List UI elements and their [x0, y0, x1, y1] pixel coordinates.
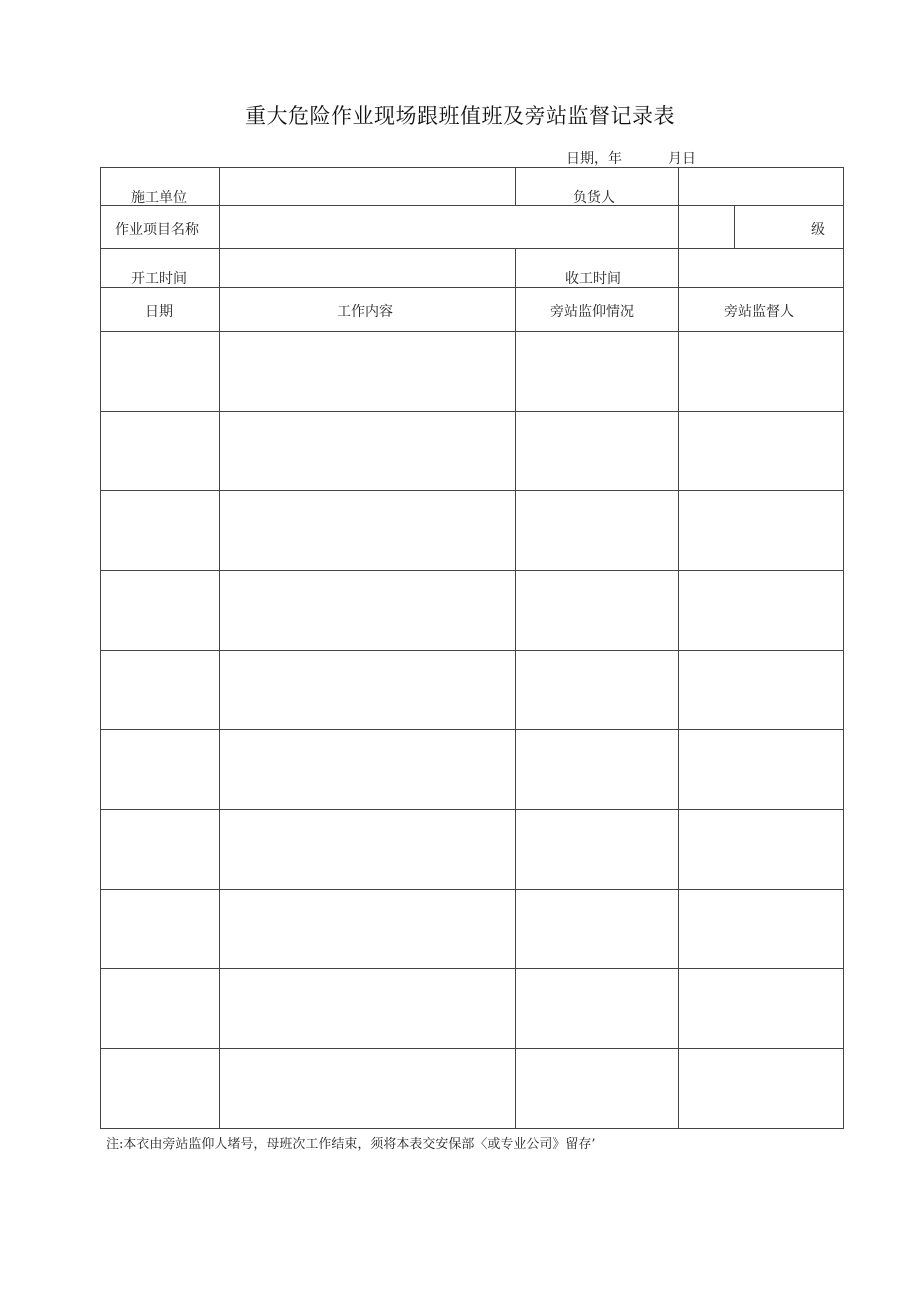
- level-label: 级: [811, 222, 825, 238]
- date-year-label: 日期，年: [566, 151, 622, 167]
- col-divider: [515, 168, 516, 206]
- row-divider: [101, 411, 843, 412]
- column-header-supervision-status: 旁站监仰情况: [550, 304, 634, 320]
- row-divider: [101, 570, 843, 571]
- start-time-label: 开工时间: [131, 271, 187, 287]
- footnote: 注:本衣由旁站监仰人堵号，母班次工作结束，须将本表交安保部〈或专业公司》留存’: [106, 1137, 596, 1152]
- row-divider: [101, 287, 843, 288]
- row-divider: [101, 650, 843, 651]
- row-divider: [101, 1048, 843, 1049]
- construction-unit-label: 施工单位: [131, 190, 187, 206]
- column-header-supervisor: 旁站监督人: [724, 304, 794, 320]
- responsible-person-label: 负货人: [573, 190, 615, 206]
- date-month-day-label: 月日: [668, 151, 696, 167]
- record-form: [100, 167, 844, 1129]
- row-divider: [101, 809, 843, 810]
- project-name-label: 作业项目名称: [115, 222, 199, 238]
- col-divider: [678, 168, 679, 1129]
- row-divider: [101, 889, 843, 890]
- col-divider: [219, 168, 220, 1129]
- row-divider: [101, 331, 843, 332]
- column-header-date: 日期: [145, 304, 173, 320]
- row-divider: [101, 490, 843, 491]
- page-title: 重大危险作业现场跟班值班及旁站监督记录表: [245, 104, 675, 128]
- end-time-label: 收工时间: [565, 271, 621, 287]
- col-divider: [734, 205, 735, 249]
- row-divider: [101, 248, 843, 249]
- column-header-work-content: 工作内容: [337, 304, 393, 320]
- row-divider: [101, 968, 843, 969]
- date-line: [566, 148, 696, 168]
- row-divider: [101, 729, 843, 730]
- row-divider: [101, 205, 843, 206]
- col-divider: [515, 248, 516, 1129]
